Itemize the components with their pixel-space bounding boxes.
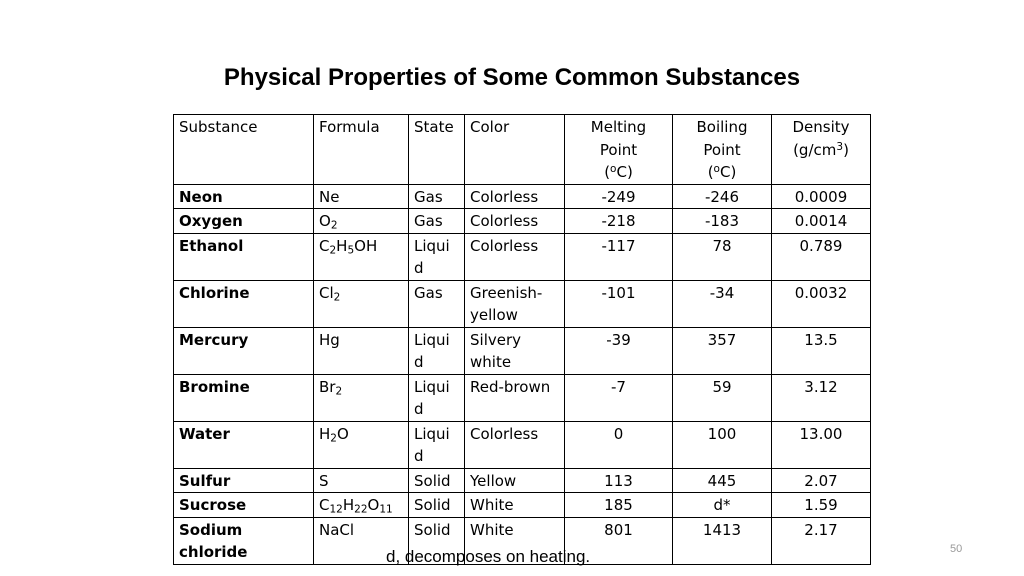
header-formula: Formula — [314, 115, 409, 185]
header-row — [174, 115, 871, 185]
cell-density: 0.0014 — [772, 209, 871, 234]
cell-color: White — [465, 493, 565, 518]
cell-melting-point: 801 — [565, 517, 673, 564]
header-melting-line2: Point — [599, 140, 638, 159]
cell-color: Colorless — [465, 209, 565, 234]
cell-formula: $H_2O$ — [314, 421, 409, 468]
cell-melting-point: -218 — [565, 209, 673, 234]
cell-melting-point: -117 — [565, 233, 673, 280]
cell-substance: Sodium chloride — [174, 517, 314, 564]
cell-state: Solid — [409, 517, 465, 564]
cell-state: Gas — [409, 280, 465, 327]
header-boiling-point — [673, 115, 772, 185]
properties-table — [173, 114, 871, 565]
cell-formula: S — [314, 468, 409, 493]
page-title: Physical Properties of Some Common Substances — [223, 64, 801, 91]
table-row — [174, 421, 871, 468]
cell-boiling-point: 78 — [673, 233, 772, 280]
table-row — [174, 233, 871, 280]
cell-boiling-point: d* — [673, 493, 772, 518]
cell-boiling-point: 445 — [673, 468, 772, 493]
cell-melting-point: 113 — [565, 468, 673, 493]
cell-color: Red-brown — [465, 374, 565, 421]
cell-color: Greenish-yellow — [465, 280, 565, 327]
cell-boiling-point: 100 — [673, 421, 772, 468]
header-density-unit: $(g/cm^3)$ — [793, 140, 849, 159]
header-density — [772, 115, 871, 185]
cell-boiling-point: -34 — [673, 280, 772, 327]
cell-melting-point: -7 — [565, 374, 673, 421]
cell-color: White — [465, 517, 565, 564]
header-state: State — [409, 115, 465, 185]
cell-density: 0.0009 — [772, 184, 871, 209]
cell-melting-point: -101 — [565, 280, 673, 327]
cell-density: 13.00 — [772, 421, 871, 468]
cell-color: Colorless — [465, 233, 565, 280]
table-row — [174, 327, 871, 374]
table-body — [174, 184, 871, 564]
cell-formula: $Cl_2$ — [314, 280, 409, 327]
cell-state: Gas — [409, 184, 465, 209]
cell-color: Colorless — [465, 421, 565, 468]
cell-melting-point: 0 — [565, 421, 673, 468]
table-row — [174, 468, 871, 493]
cell-density: 2.17 — [772, 517, 871, 564]
cell-melting-point: 185 — [565, 493, 673, 518]
cell-formula: NaCl — [314, 517, 409, 564]
header-boiling-line1: Boiling — [696, 118, 748, 136]
cell-state: Liquid — [409, 421, 465, 468]
cell-formula: $O_2$ — [314, 209, 409, 234]
header-density-line1: Density — [792, 118, 850, 136]
cell-substance: Chlorine — [174, 280, 314, 327]
table-row — [174, 374, 871, 421]
cell-color: Colorless — [465, 184, 565, 209]
cell-formula: $C_{12}H_{22}O_{11}$ — [314, 493, 409, 518]
cell-substance: Neon — [174, 184, 314, 209]
header-color: Color — [465, 115, 565, 185]
cell-state: Solid — [409, 493, 465, 518]
cell-density: 1.59 — [772, 493, 871, 518]
cell-substance: Sucrose — [174, 493, 314, 518]
cell-color: Yellow — [465, 468, 565, 493]
table-row — [174, 209, 871, 234]
cell-formula: $C_2H_5OH$ — [314, 233, 409, 280]
header-substance: Substance — [174, 115, 314, 185]
cell-state: Liquid — [409, 327, 465, 374]
cell-melting-point: -39 — [565, 327, 673, 374]
header-boiling-unit: ($^o$C) — [707, 162, 737, 181]
cell-density: 2.07 — [772, 468, 871, 493]
cell-state: Liquid — [409, 233, 465, 280]
table-row — [174, 280, 871, 327]
cell-density: 13.5 — [772, 327, 871, 374]
cell-substance: Oxygen — [174, 209, 314, 234]
header-melting-line1: Melting — [590, 118, 647, 136]
cell-boiling-point: -183 — [673, 209, 772, 234]
header-melting-point — [565, 115, 673, 185]
header-boiling-line2: Point — [703, 140, 741, 159]
cell-substance: Mercury — [174, 327, 314, 374]
cell-boiling-point: 357 — [673, 327, 772, 374]
cell-melting-point: -249 — [565, 184, 673, 209]
cell-boiling-point: 59 — [673, 374, 772, 421]
cell-density: 0.789 — [772, 233, 871, 280]
cell-boiling-point: -246 — [673, 184, 772, 209]
table-row — [174, 184, 871, 209]
cell-substance: Sulfur — [174, 468, 314, 493]
cell-formula: Ne — [314, 184, 409, 209]
cell-formula: $Br_2$ — [314, 374, 409, 421]
table-row — [174, 493, 871, 518]
cell-density: 3.12 — [772, 374, 871, 421]
header-melting-unit: ($^o$C) — [604, 162, 633, 181]
cell-substance: Bromine — [174, 374, 314, 421]
cell-state: Liquid — [409, 374, 465, 421]
cell-boiling-point: 1413 — [673, 517, 772, 564]
footnote: d, decomposes on heating. — [386, 547, 591, 566]
cell-state: Gas — [409, 209, 465, 234]
cell-substance: Ethanol — [174, 233, 314, 280]
cell-color: Silvery white — [465, 327, 565, 374]
cell-state: Solid — [409, 468, 465, 493]
cell-substance: Water — [174, 421, 314, 468]
page-number: 50 — [950, 543, 963, 555]
cell-density: 0.0032 — [772, 280, 871, 327]
cell-formula: Hg — [314, 327, 409, 374]
